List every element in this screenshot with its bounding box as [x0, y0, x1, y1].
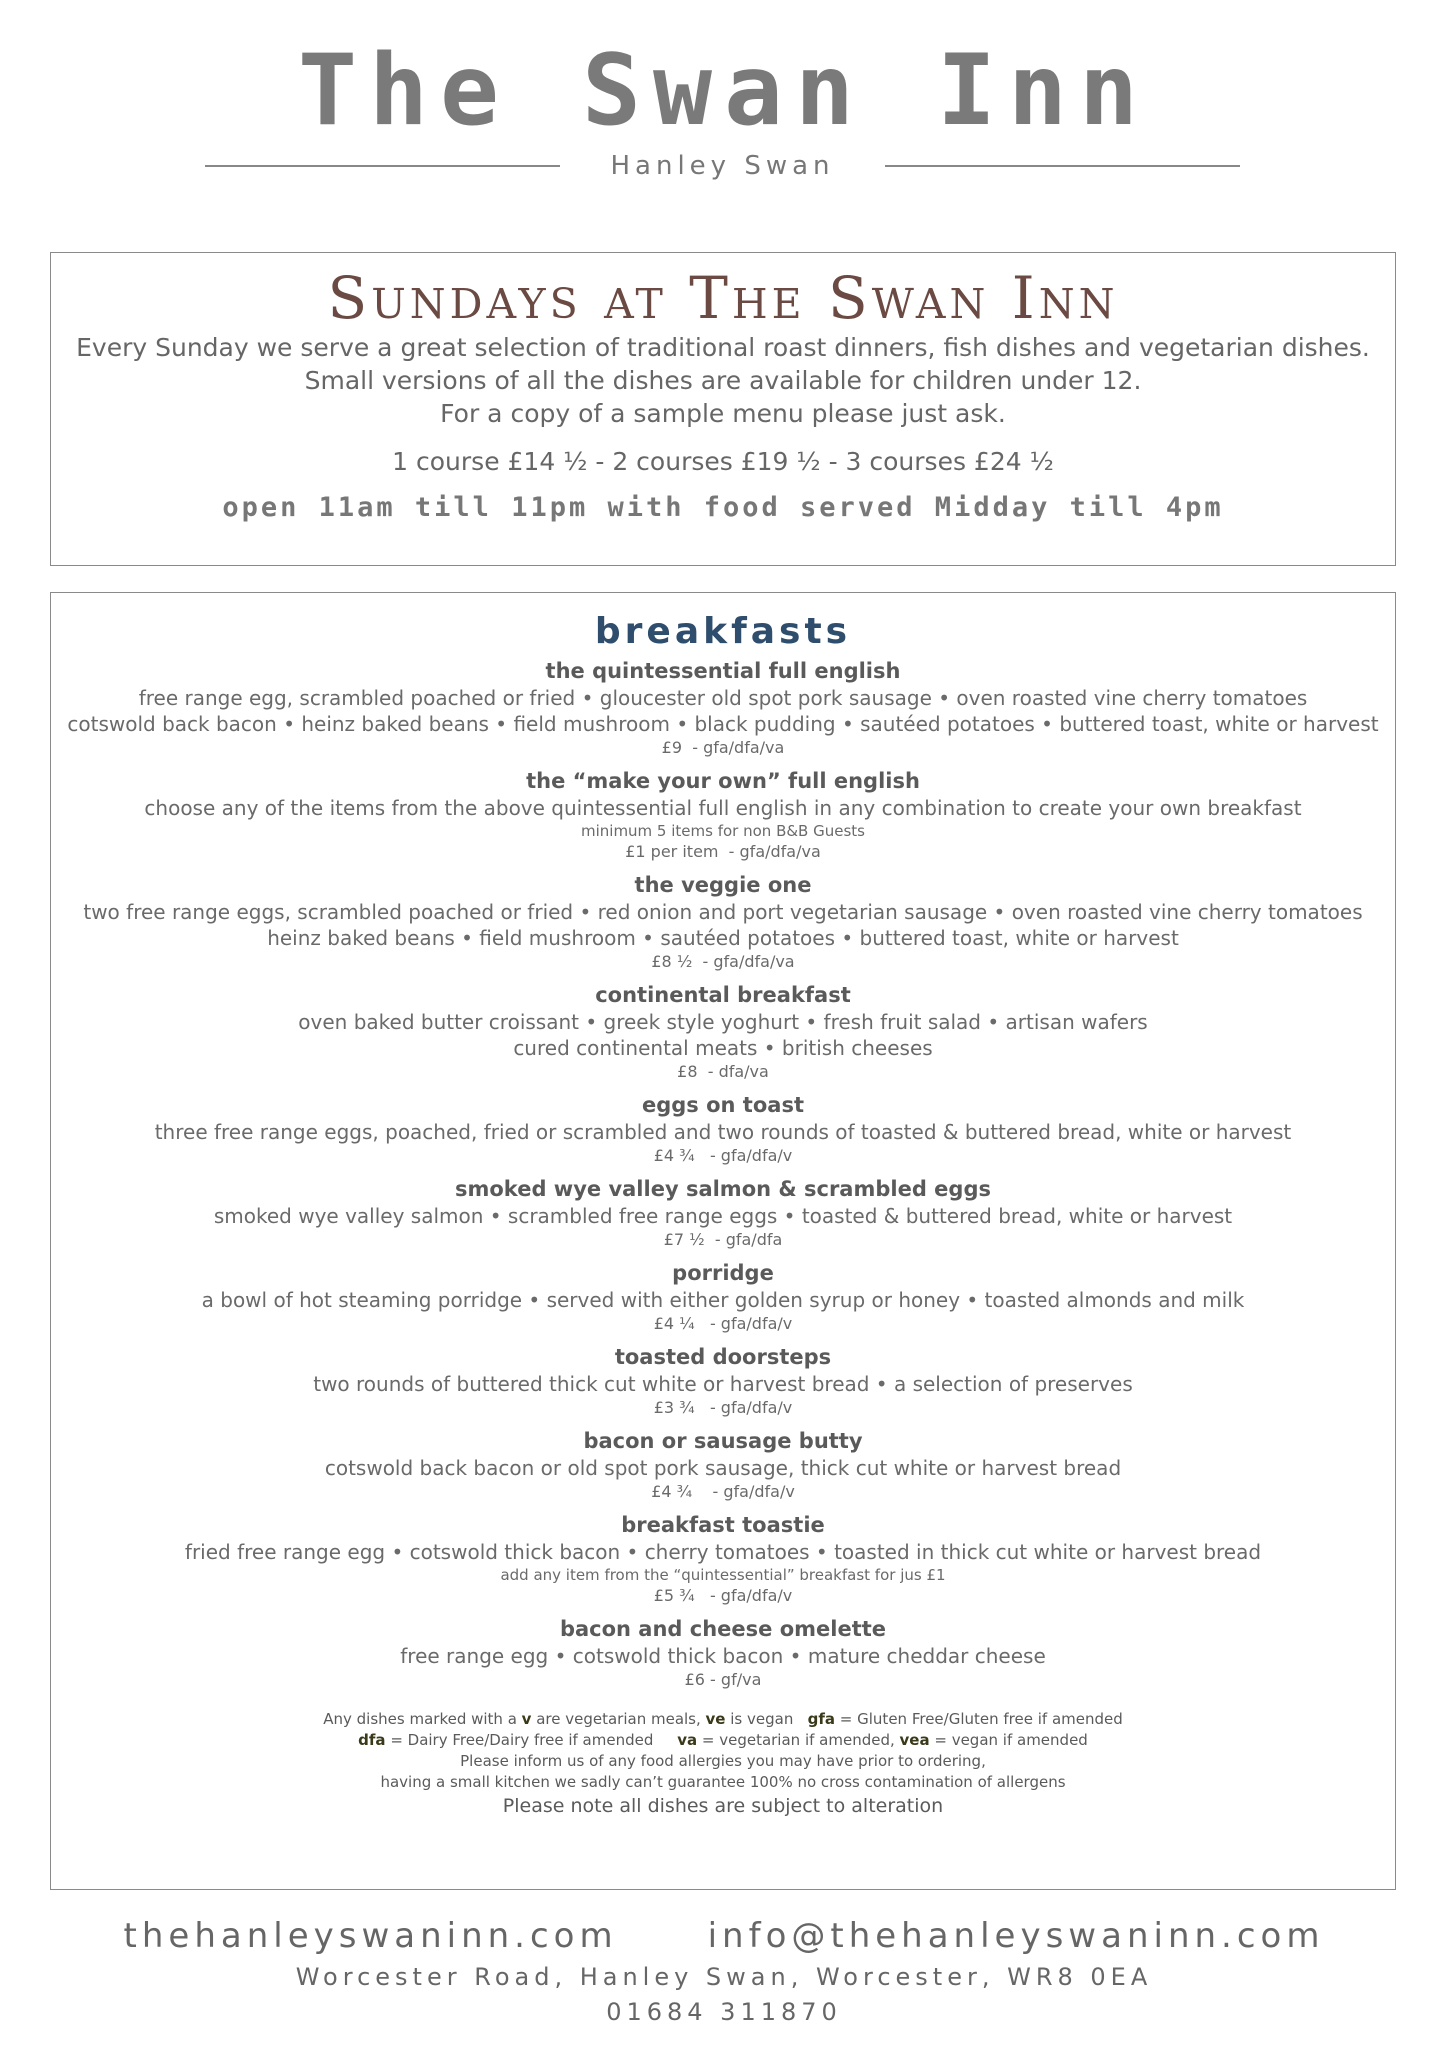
inn-subtitle: Hanley Swan	[610, 151, 835, 181]
menu-item-description: two free range eggs, scrambled poached or fried • red onion and port vegetarian sausage • oven roasted vine cherry tomatoes	[83, 900, 1363, 924]
menu-item-description: oven baked butter croissant • greek style yoghurt • fresh fruit salad • artisan wafers	[298, 1010, 1148, 1034]
menu-item-price: £5 ¾ - gfa/dfa/v	[653, 1586, 793, 1605]
menu-item-description: smoked wye valley salmon • scrambled free range eggs • toasted & buttered bread, white or harvest	[213, 1204, 1233, 1228]
breakfasts-title: breakfasts	[594, 611, 852, 652]
menu-item-name: bacon and cheese omelette	[559, 1617, 887, 1641]
menu-item-name: breakfast toastie	[621, 1513, 825, 1537]
menu-item-name: bacon or sausage butty	[583, 1429, 863, 1453]
menu-item-description: cotswold back bacon or old spot pork sausage, thick cut white or harvest bread	[324, 1456, 1122, 1480]
menu-item-description: three free range eggs, poached, fried or scrambled and two rounds of toasted & buttered bread, white or harvest	[154, 1120, 1292, 1144]
menu-item	[51, 871, 1395, 973]
menu-item-description: heinz baked beans • field mushroom • sautéed potatoes • buttered toast, white or harvest	[267, 926, 1179, 950]
menu-item-name: the veggie one	[634, 873, 812, 897]
sundays-prices: 1 course £14 ½ - 2 courses £19 ½ - 3 courses £24 ½	[392, 446, 1054, 476]
opening-hours: open 11am till 11pm with food served Midday till 4pm	[222, 491, 1224, 523]
menu-item-price: £1 per item - gfa/dfa/va	[625, 842, 821, 861]
menu-item-name: the “make your own” full english	[526, 769, 920, 793]
phone-number[interactable]: 01684 311870	[606, 1998, 842, 2026]
footnote-line: dfa = Dairy Free/Dairy free if amended va = vegetarian if amended, vea = vegan if amended	[358, 1731, 1088, 1749]
email-link[interactable]: info@thehanleyswaninn.com	[707, 1916, 1325, 1956]
alteration-note: Please note all dishes are subject to alteration	[502, 1795, 944, 1817]
footnote-line: having a small kitchen we sadly can’t guarantee 100% no cross contamination of allergens	[380, 1773, 1066, 1791]
menu-item-price: £7 ½ - gfa/dfa	[663, 1230, 783, 1249]
subtitle-row	[205, 146, 1240, 186]
menu-item-price: £8 - dfa/va	[677, 1062, 769, 1081]
right-divider	[885, 165, 1240, 167]
menu-item-description: free range egg, scrambled poached or fried • gloucester old spot pork sausage • oven roasted vine cherry tomatoes	[138, 686, 1308, 710]
sundays-line: For a copy of a sample menu please just ask.	[440, 398, 1006, 428]
menu-item-name: porridge	[672, 1261, 774, 1285]
menu-item	[51, 1615, 1395, 1691]
menu-item-description: cotswold back bacon • heinz baked beans • field mushroom • black pudding • sautéed potatoes • buttered toast, white or harvest	[67, 712, 1379, 736]
menu-item-description: choose any of the items from the above quintessential full english in any combination to create your own breakfast	[144, 796, 1302, 820]
menu-item-note: minimum 5 items for non B&B Guests	[580, 822, 865, 840]
menu-item-name: the quintessential full english	[545, 659, 901, 683]
menu-item-name: toasted doorsteps	[614, 1345, 832, 1369]
breakfast-items	[51, 657, 1395, 1691]
address: Worcester Road, Hanley Swan, Worcester, WR8 0EA	[295, 1963, 1153, 1991]
menu-item-description: cured continental meats • british cheeses	[513, 1036, 933, 1060]
menu-item-name: eggs on toast	[642, 1093, 804, 1117]
sundays-line: Every Sunday we serve a great selection of traditional roast dinners, fish dishes and vegetarian dishes.	[76, 332, 1370, 362]
menu-item-price: £9 - gfa/dfa/va	[661, 738, 785, 757]
menu-item-price: £3 ¾ - gfa/dfa/v	[653, 1398, 793, 1417]
left-divider	[205, 165, 560, 167]
menu-item	[51, 1175, 1395, 1251]
menu-item-price: £4 ¼ - gfa/dfa/v	[653, 1314, 793, 1333]
menu-item-description: fried free range egg • cotswold thick bacon • cherry tomatoes • toasted in thick cut white or harvest bread	[184, 1540, 1262, 1564]
menu-item	[51, 767, 1395, 863]
sundays-title: Sundays at The Swan Inn	[327, 264, 1119, 332]
menu-item	[51, 657, 1395, 759]
breakfasts-section	[50, 592, 1396, 1890]
menu-item	[51, 1259, 1395, 1335]
dietary-footnote	[51, 1709, 1395, 1793]
menu-item-description: two rounds of buttered thick cut white or harvest bread • a selection of preserves	[313, 1372, 1133, 1396]
menu-item-name: smoked wye valley salmon & scrambled eggs	[455, 1177, 991, 1201]
menu-item-price: £6 - gf/va	[684, 1670, 762, 1689]
inn-title: The Swan Inn	[297, 34, 1150, 148]
sundays-line: Small versions of all the dishes are available for children under 12.	[304, 365, 1142, 395]
menu-item	[51, 1511, 1395, 1607]
menu-item-price: £4 ¾ - gfa/dfa/v	[651, 1482, 795, 1501]
menu-item-description: free range egg • cotswold thick bacon • mature cheddar cheese	[400, 1644, 1046, 1668]
menu-item-description: a bowl of hot steaming porridge • served with either golden syrup or honey • toasted almonds and milk	[201, 1288, 1245, 1312]
menu-item-price: £8 ½ - gfa/dfa/va	[651, 952, 795, 971]
footnote-line: Any dishes marked with a v are vegetarian meals, ve is vegan gfa = Gluten Free/Gluten free if amended	[323, 1710, 1123, 1728]
menu-item-name: continental breakfast	[595, 983, 851, 1007]
menu-item	[51, 1091, 1395, 1167]
footnote-line: Please inform us of any food allergies you may have prior to ordering,	[460, 1752, 986, 1770]
menu-item	[51, 1427, 1395, 1503]
website-link[interactable]: thehanleyswaninn.com	[123, 1916, 618, 1956]
footer-contacts	[0, 1916, 1448, 1956]
menu-item	[51, 1343, 1395, 1419]
menu-item-note: add any item from the “quintessential” breakfast for jus £1	[500, 1566, 946, 1584]
menu-item	[51, 981, 1395, 1083]
sundays-section	[50, 252, 1396, 566]
menu-item-price: £4 ¾ - gfa/dfa/v	[653, 1146, 793, 1165]
